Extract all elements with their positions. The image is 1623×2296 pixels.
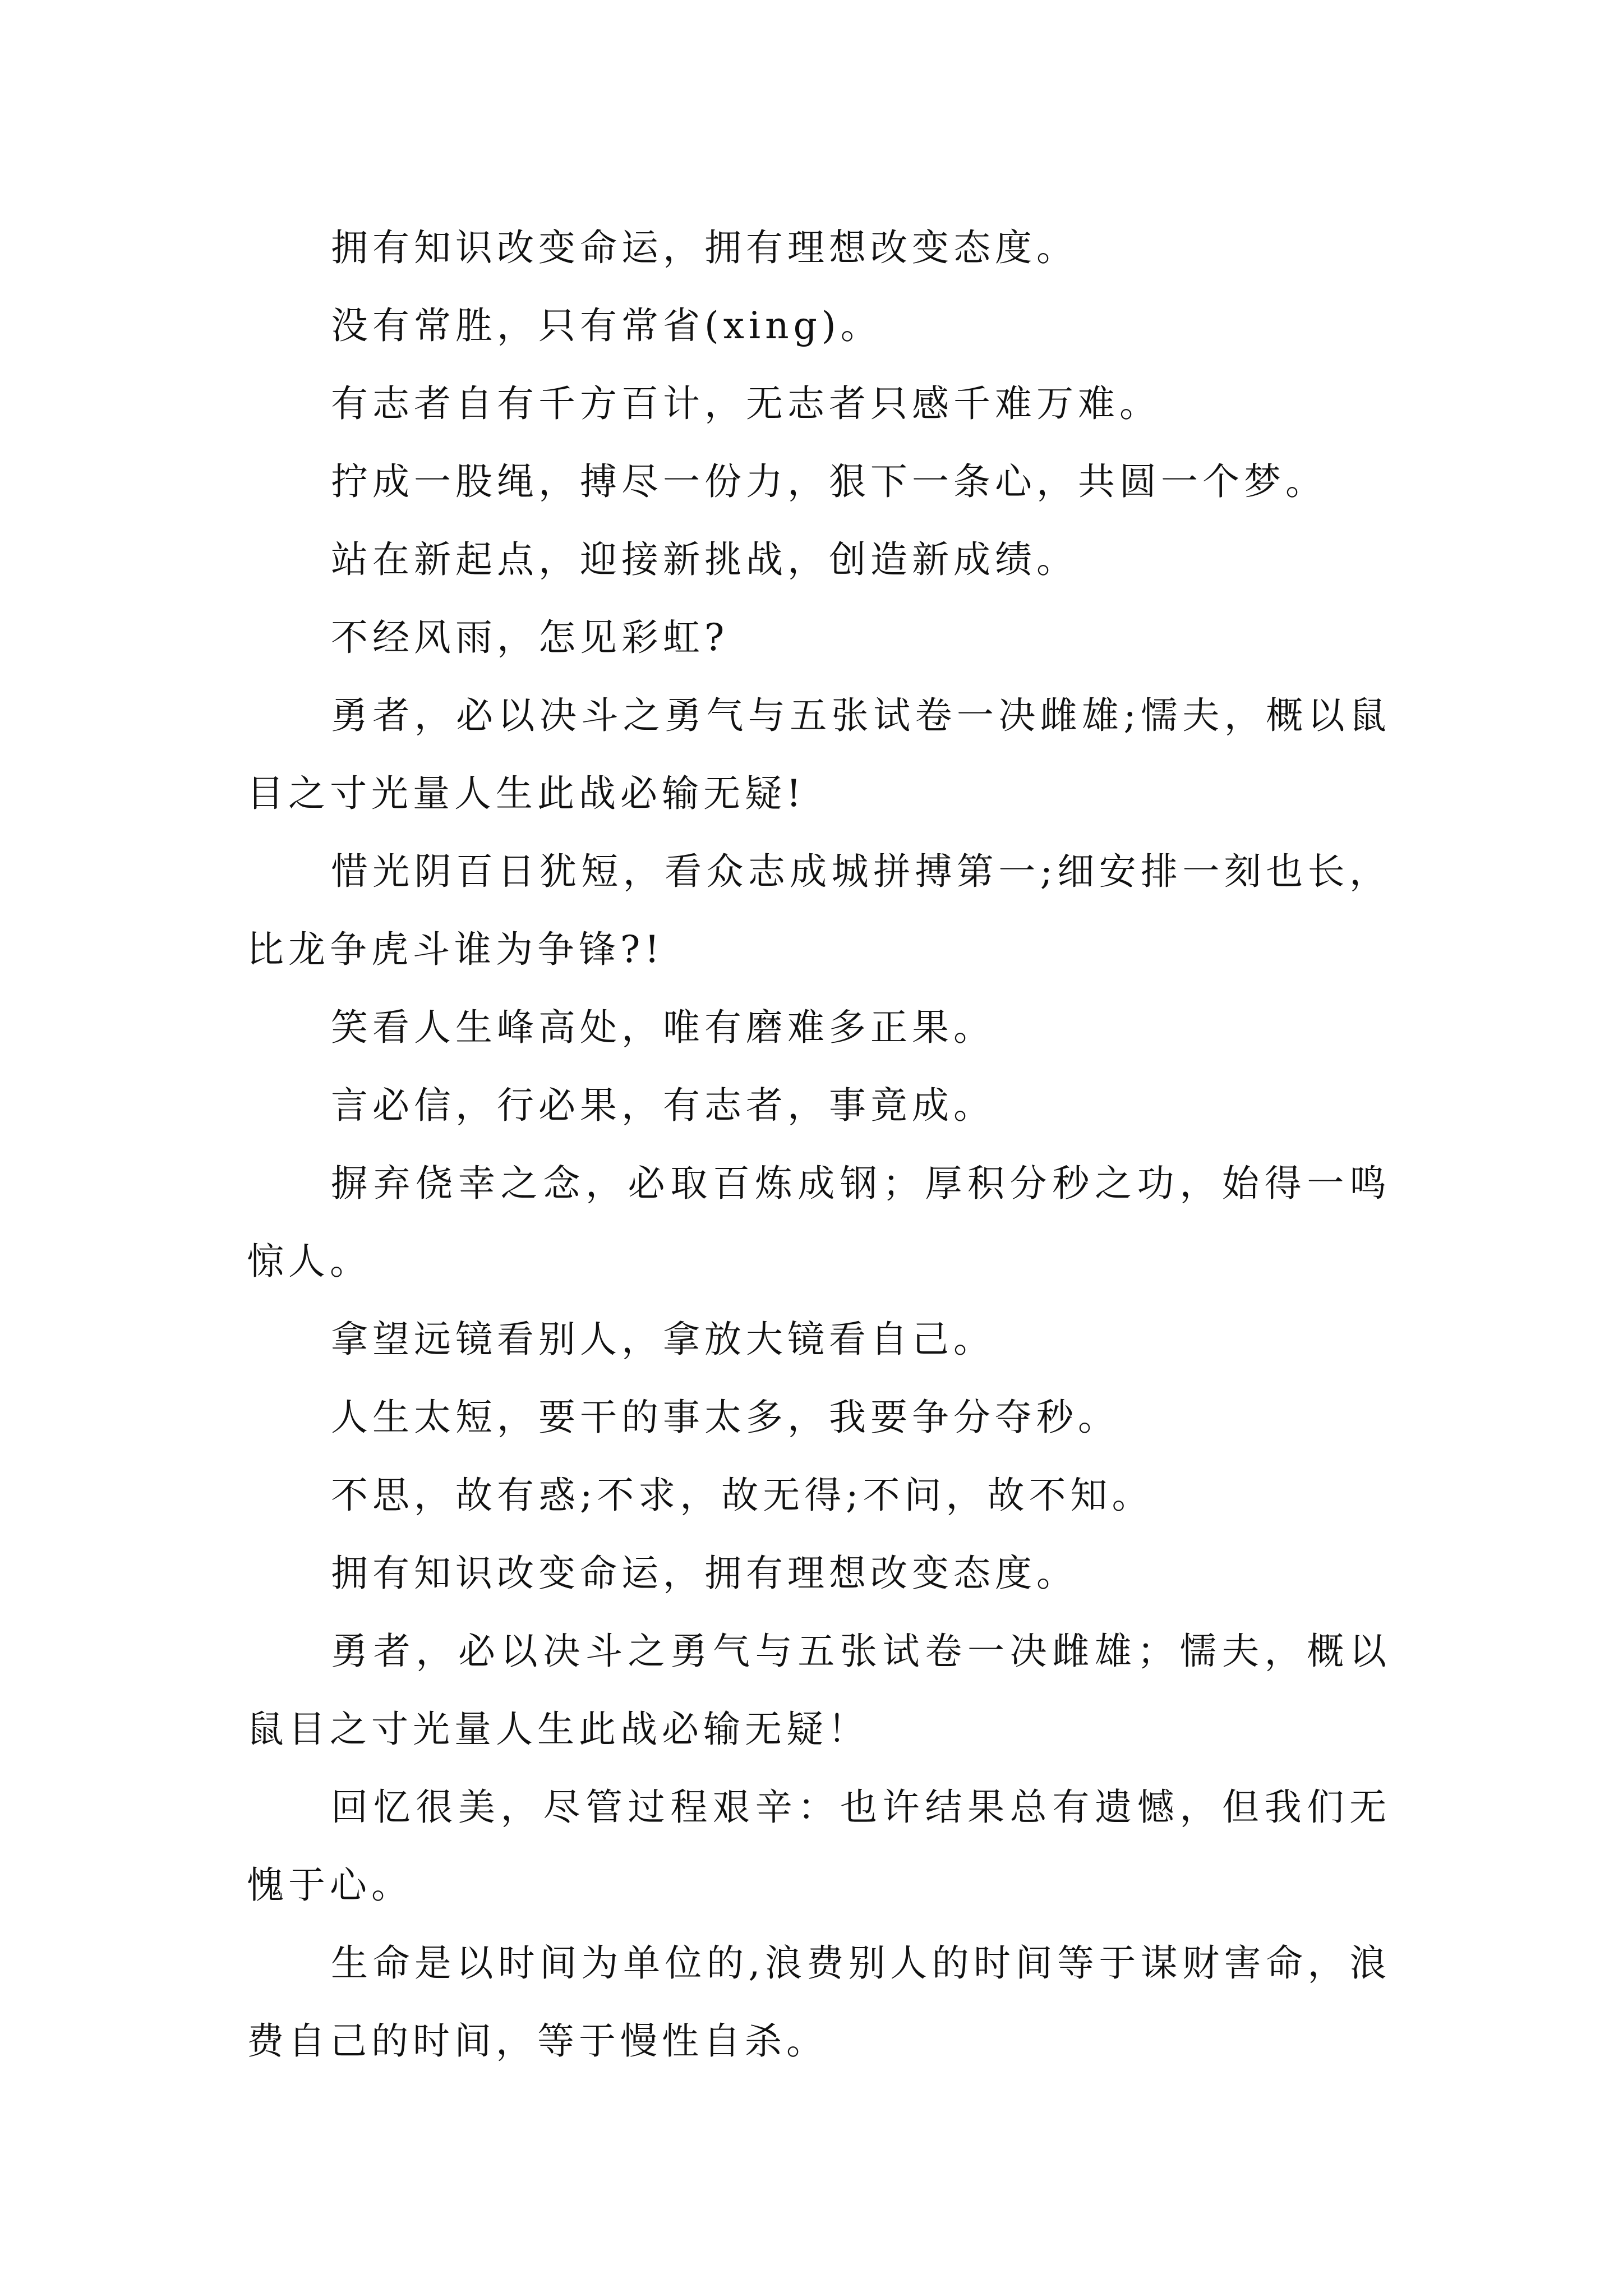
paragraph: 没有常胜，只有常省(xing)。	[331, 304, 882, 347]
paragraph: 摒弃侥幸之念，必取百炼成钢；厚积分秒之功，始得一鸣惊人。	[247, 1162, 1391, 1283]
paragraph: 言必信，行必果，有志者，事竟成。	[331, 1084, 995, 1127]
paragraph: 回忆很美，尽管过程艰辛：也许结果总有遗憾，但我们无愧于心。	[247, 1786, 1391, 1907]
paragraph: 不经风雨，怎见彩虹?	[331, 616, 729, 659]
document-body	[247, 209, 1391, 2080]
paragraph: 拧成一股绳，搏尽一份力，狠下一条心，共圆一个梦。	[331, 460, 1327, 503]
paragraph: 站在新起点，迎接新挑战，创造新成绩。	[331, 538, 1078, 581]
paragraph: 拿望远镜看别人，拿放大镜看自己。	[331, 1318, 995, 1361]
paragraph: 不思，故有惑;不求，故无得;不问，故不知。	[331, 1474, 1154, 1517]
paragraph: 有志者自有千方百计，无志者只感千难万难。	[331, 382, 1161, 425]
paragraph: 勇者，必以决斗之勇气与五张试卷一决雌雄；懦夫，概以鼠目之寸光量人生此战必输无疑！	[247, 1630, 1391, 1751]
paragraph: 人生太短，要干的事太多，我要争分夺秒。	[331, 1396, 1119, 1439]
paragraph: 拥有知识改变命运，拥有理想改变态度。	[331, 226, 1078, 269]
paragraph: 拥有知识改变命运，拥有理想改变态度。	[331, 1552, 1078, 1595]
paragraph: 生命是以时间为单位的,浪费别人的时间等于谋财害命，浪费自己的时间，等于慢性自杀。	[247, 1941, 1391, 2063]
paragraph: 笑看人生峰高处，唯有磨难多正果。	[331, 1006, 995, 1049]
paragraph: 勇者，必以决斗之勇气与五张试卷一决雌雄;懦夫，概以鼠目之寸光量人生此战必输无疑!	[247, 694, 1391, 815]
paragraph: 惜光阴百日犹短，看众志成城拼搏第一;细安排一刻也长，比龙争虎斗谁为争锋?!	[247, 850, 1391, 971]
